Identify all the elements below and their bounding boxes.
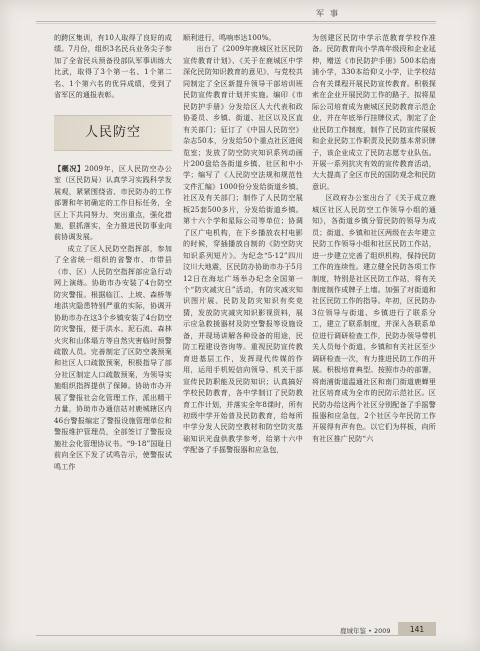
text-column-3: [312, 32, 436, 444]
section-title: 人民防空: [84, 124, 141, 140]
journal-title: 鹿城年鉴 • 2009: [340, 627, 391, 635]
paragraph: 为创建区民防中学示范教育学校作准备。民防教育向小学高年级段和企业延伸，赠送《市民防护手册》500本给南浦小学，330本给仰义小学，让学校结合有关课程开展民防宣传教育。积极探索在企业开展民防工作的路子，拟将星际公司培育成为鹿城区民防教育示范企业，并在年底举行挂牌仪式，制定了企业民防工作制度，制作了民防宣传展板和企业民防工作职责及民防基本常识牌子，该企业成立了民防志愿专业队伍。开展一系列抗灾有效的宣传教育活动，大大提高了全区市民的国防观念和民防意识。: [312, 33, 436, 191]
running-header: 军事: [316, 9, 344, 18]
header-divider: [36, 21, 436, 22]
header-divider-secondary: [36, 23, 436, 24]
paragraph: 顺利进行，鸣响率达100%。: [183, 33, 276, 42]
section-heading-box: [54, 115, 172, 151]
footer-divider: [36, 635, 398, 636]
paragraph: 区政府办公室出台了《关于成立鹿城区社区人民防空工作领导小组的通知》，各街道乡镇分管民防的领导为成员；街道、乡镇和社区两级在去年建立民防工作领导小组和社区民防工作站，进一步建立完善了组织机构，保持民防工作的连续性。建立健全民防各项工作制度，特别是社区民防工作站，将有关制度制作成牌子上墙。加强了对街道和社区民防工作的指导。年初，区民防办3位领导与街道、乡镇进行了联系分工，建立了联系制度，并深入各联系单位进行调研检查工作，民防办领导带机关人员每个街道、乡镇和有关社区至少调研检查一次，有力推进民防工作的开展。积极培育典型。按照市办的部署，将南浦街道温通社区和南门街道鹿蝉里社区培育成为全市的民防示范社区。区民防办给这两个社区分别配备了手摇警报器和应急包，2个社区今年民防工作开展得有声有色。以它们为样板，向所有社区推广民防“六: [312, 193, 436, 443]
paragraph: 出台了《2009年鹿城区社区民防宣传教育计划》、《关于在鹿城区中学深化民防知识教育的意见》，与党校共同制定了全区新提升领导干部培训班民防宣传教育计划并实施。编印《市民防护手册》分发给区人大代表和政协委员、乡镇、街道、社区以及区直有关部门；征订了《中国人民防空》杂志50本，分发给50个重点社区进阅览室；发放了防空防灾知识系列动画片200盘给各街道乡镇、社区和中小学；编写了《人民防空法规和规范性文件汇编》1000份分发给街道乡镇、社区及有关部门；制作了人民防空展板25套500多片，分发给街道乡镇。第十六个学和星际公司等单位；协调了区广电机构，在下乡播放农村电影的时候，穿插播放自制的《防空防灾知识系列短片》。为纪念“5·12”四川汶川大地震，区民防办协助市办于5月12日在海坛广场举办纪念全国第一个“防灾减灾日”活动，有防灾减灾知识图片展、民防及防灾知识有奖竞猜，发放防灾减灾知识影视资料，展示应急救援器材及防空警报等设施设备，并现场讲解各种设备的用途，民防工程建设咨询等。重视民防宣传教育进基层工作，发挥现代传媒的作用，运用手机短信向领导、机关干部宣传民防职能及民防知识；认真搞好学校民防教育，各中学制订了民防教育工作计划，并落实全年8课时，所有初级中学开始普及民防教育，给每所中学分发人民防空教材和防空防灾基础知识光盘供教学参考，给第十六中学配备了手摇警报器和应急包，: [183, 44, 303, 455]
text-column-2: [183, 32, 303, 456]
page-number-box: [398, 622, 436, 636]
page-number: 141: [409, 624, 425, 634]
text-column-1: [54, 32, 172, 472]
overview-text: 2009年，区人民防空办公室（区民防局）认真学习实践科学发展观，紧紧围绕省、市民防办的工作部署和年初确定的工作目标任务，全区上下共同努力，突出重点，强化措施，狠抓落实，全力推进民防事业向前协调发展。: [54, 163, 173, 242]
paragraph: 的跨区集训，有10人取得了良好的成绩。7月份，组织3名民兵业务尖子参加了全省民兵预备役部队军事训练大比武，取得了3个第一名、1个第二名、1个第六名的优异成绩，受到了省军区的通报表彰。: [54, 33, 172, 100]
paragraph: 成立了区人民防空指挥部，参加了全省统一组织的省警市、市带县（市、区）人民防空指挥部应急行动网上演练。协助市办安装了4台防空防灾警报。根据临江、上坡、森桥等地洪灾隐患特别严重的实际，协调开协助市办在这3个乡镇安装了4台防空防灾警报，便于洪水、泥石流、森林火灾和山体塌方等自然灾害临时预警疏散人员。完善制定了区防空袭预案和社区人口疏散预案，积极指导了部分社区制定人口疏散预案，为领导实施组织指挥提供了保障。协助市办开展了警报社会化管理工作，派出精干力量，协助市办通信站对鹿城辖区内46台警报编定了警报设施管理单位和警报维护管理员，全部签订了警报设施社会化管理协议书。“9·18”国耻日前向全区下发了试鸣告示，使警报试鸣工作: [54, 243, 172, 471]
overview-tag: 【概况】: [54, 163, 85, 173]
overview-paragraph: [54, 163, 172, 243]
